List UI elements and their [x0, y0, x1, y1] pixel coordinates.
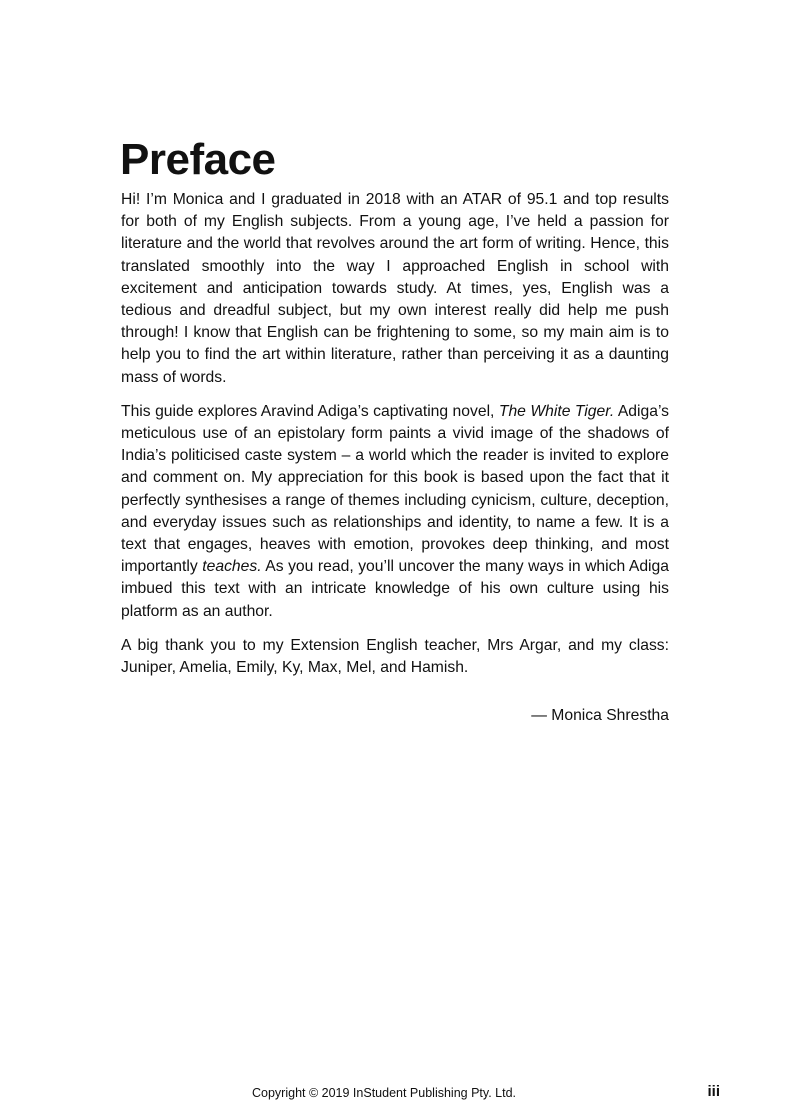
preface-body: [121, 189, 669, 691]
book-title: The White Tiger.: [498, 402, 615, 420]
paragraph-guide-overview: [121, 401, 669, 623]
footer-copyright: Copyright © 2019 InStudent Publishing Pty. Ltd.: [252, 1086, 517, 1100]
paragraph-text: As you read, you’ll uncover the many ways in which Adiga imbued this text with an intricate knowledge of his own culture using his platform as an author.: [121, 558, 669, 620]
paragraph-acknowledgements: A big thank you to my Extension English teacher, Mrs Argar, and my class: Juniper, Amelia, Emily, Ky, Max, Mel, and Hamish.: [121, 636, 669, 677]
paragraph-introduction: Hi! I’m Monica and I graduated in 2018 with an ATAR of 95.1 and top results for both of my English subjects. From a young age, I’ve held a passion for literature and the world that revolves around the art form of writing. Hence, this translated smoothly into the way I approached English in school with excitement and anticipation towards study. At times, yes, English was a tedious and dreadful subject, but my own interest really did help me push through! I know that English can be frightening to some, so my main aim is to help you to find the art within literature, rather than perceiving it as a daunting mass of words.: [121, 191, 669, 386]
author-signature: — Monica Shrestha: [531, 707, 669, 724]
paragraph-text: This guide explores Aravind Adiga’s captivating novel,: [121, 402, 499, 420]
page-title: Preface: [120, 135, 276, 184]
emphasis-text: teaches.: [202, 558, 262, 576]
paragraph-text: Adiga’s meticulous use of an epistolary form paints a vivid image of the shadows of India’s politicised caste system – a world which the reader is invited to explore and comment on. My appreciation for this book is based upon the fact that it perfectly synthesises a range of themes including cynicism, culture, deception, and everyday issues such as relationships and identity, to name a few. It is a text that engages, heaves with emotion, provokes deep thinking, and most importantly: [121, 402, 669, 576]
page-number: iii: [707, 1083, 720, 1100]
